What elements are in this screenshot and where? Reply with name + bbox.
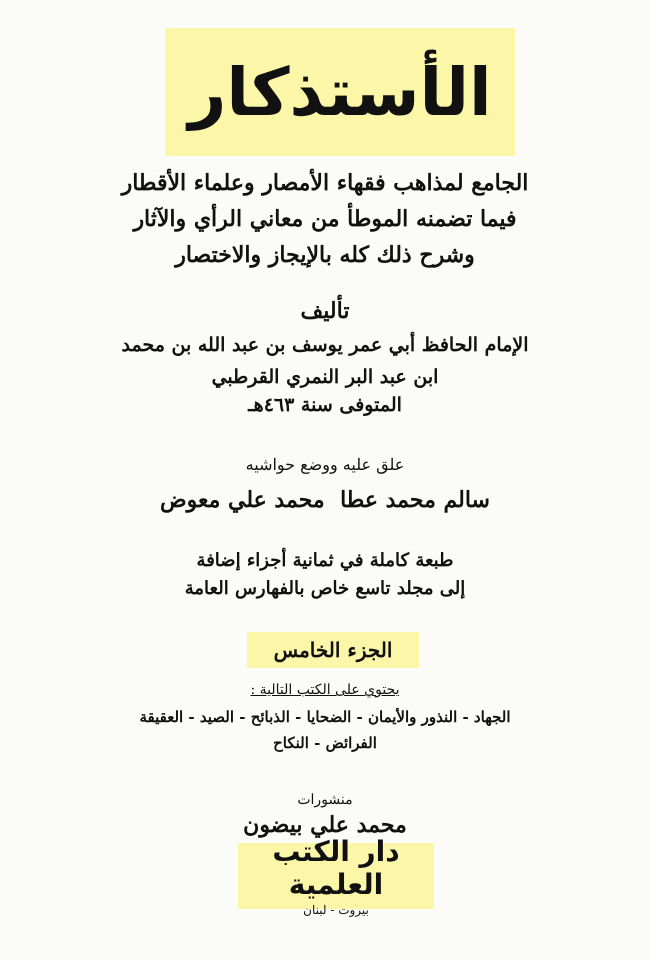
editors-label: علق عليه ووضع حواشيه — [245, 455, 405, 474]
volume-banner — [247, 632, 419, 668]
subtitle-line-3: وشرح ذلك كله بالإيجاز والاختصار — [175, 242, 475, 268]
author-line-2: ابن عبد البر النمري القرطبي — [211, 366, 439, 388]
contents-label: يحتوي على الكتب التالية : — [250, 682, 400, 698]
author-death-date: المتوفى سنة ٤٦٣هـ — [248, 394, 402, 416]
publisher-banner — [238, 835, 434, 917]
publisher-name: محمد علي بيضون — [243, 812, 407, 838]
publisher-label: منشورات — [297, 792, 353, 808]
author-line-1: الإمام الحافظ أبي عمر يوسف بن عبد الله بن محمد — [121, 334, 529, 356]
contents-line-1: الجهاد - النذور والأيمان - الضحايا - الذبائح - الصيد - العقيقة — [139, 708, 511, 726]
edition-line-1: طبعة كاملة في ثمانية أجزاء إضافة — [196, 550, 454, 571]
author-label: تأليف — [300, 298, 350, 324]
contents-line-2: الفرائض - النكاح — [273, 734, 377, 752]
editor-2: محمد علي معوض — [160, 487, 325, 513]
volume-label: الجزء الخامس — [273, 638, 393, 662]
title-banner — [165, 28, 515, 156]
publishing-house-name: دار الكتب العلمية — [272, 835, 400, 901]
publisher-city: بيروت - لبنان — [303, 903, 369, 917]
subtitle-line-2: فيما تضمنه الموطأ من معاني الرأي والآثار — [133, 206, 517, 232]
edition-line-2: إلى مجلد تاسع خاص بالفهارس العامة — [184, 578, 466, 599]
book-title: الأستذكار — [188, 53, 492, 131]
editor-1: سالم محمد عطا — [340, 487, 490, 513]
subtitle-line-1: الجامع لمذاهب فقهاء الأمصار وعلماء الأقطار — [121, 170, 529, 196]
